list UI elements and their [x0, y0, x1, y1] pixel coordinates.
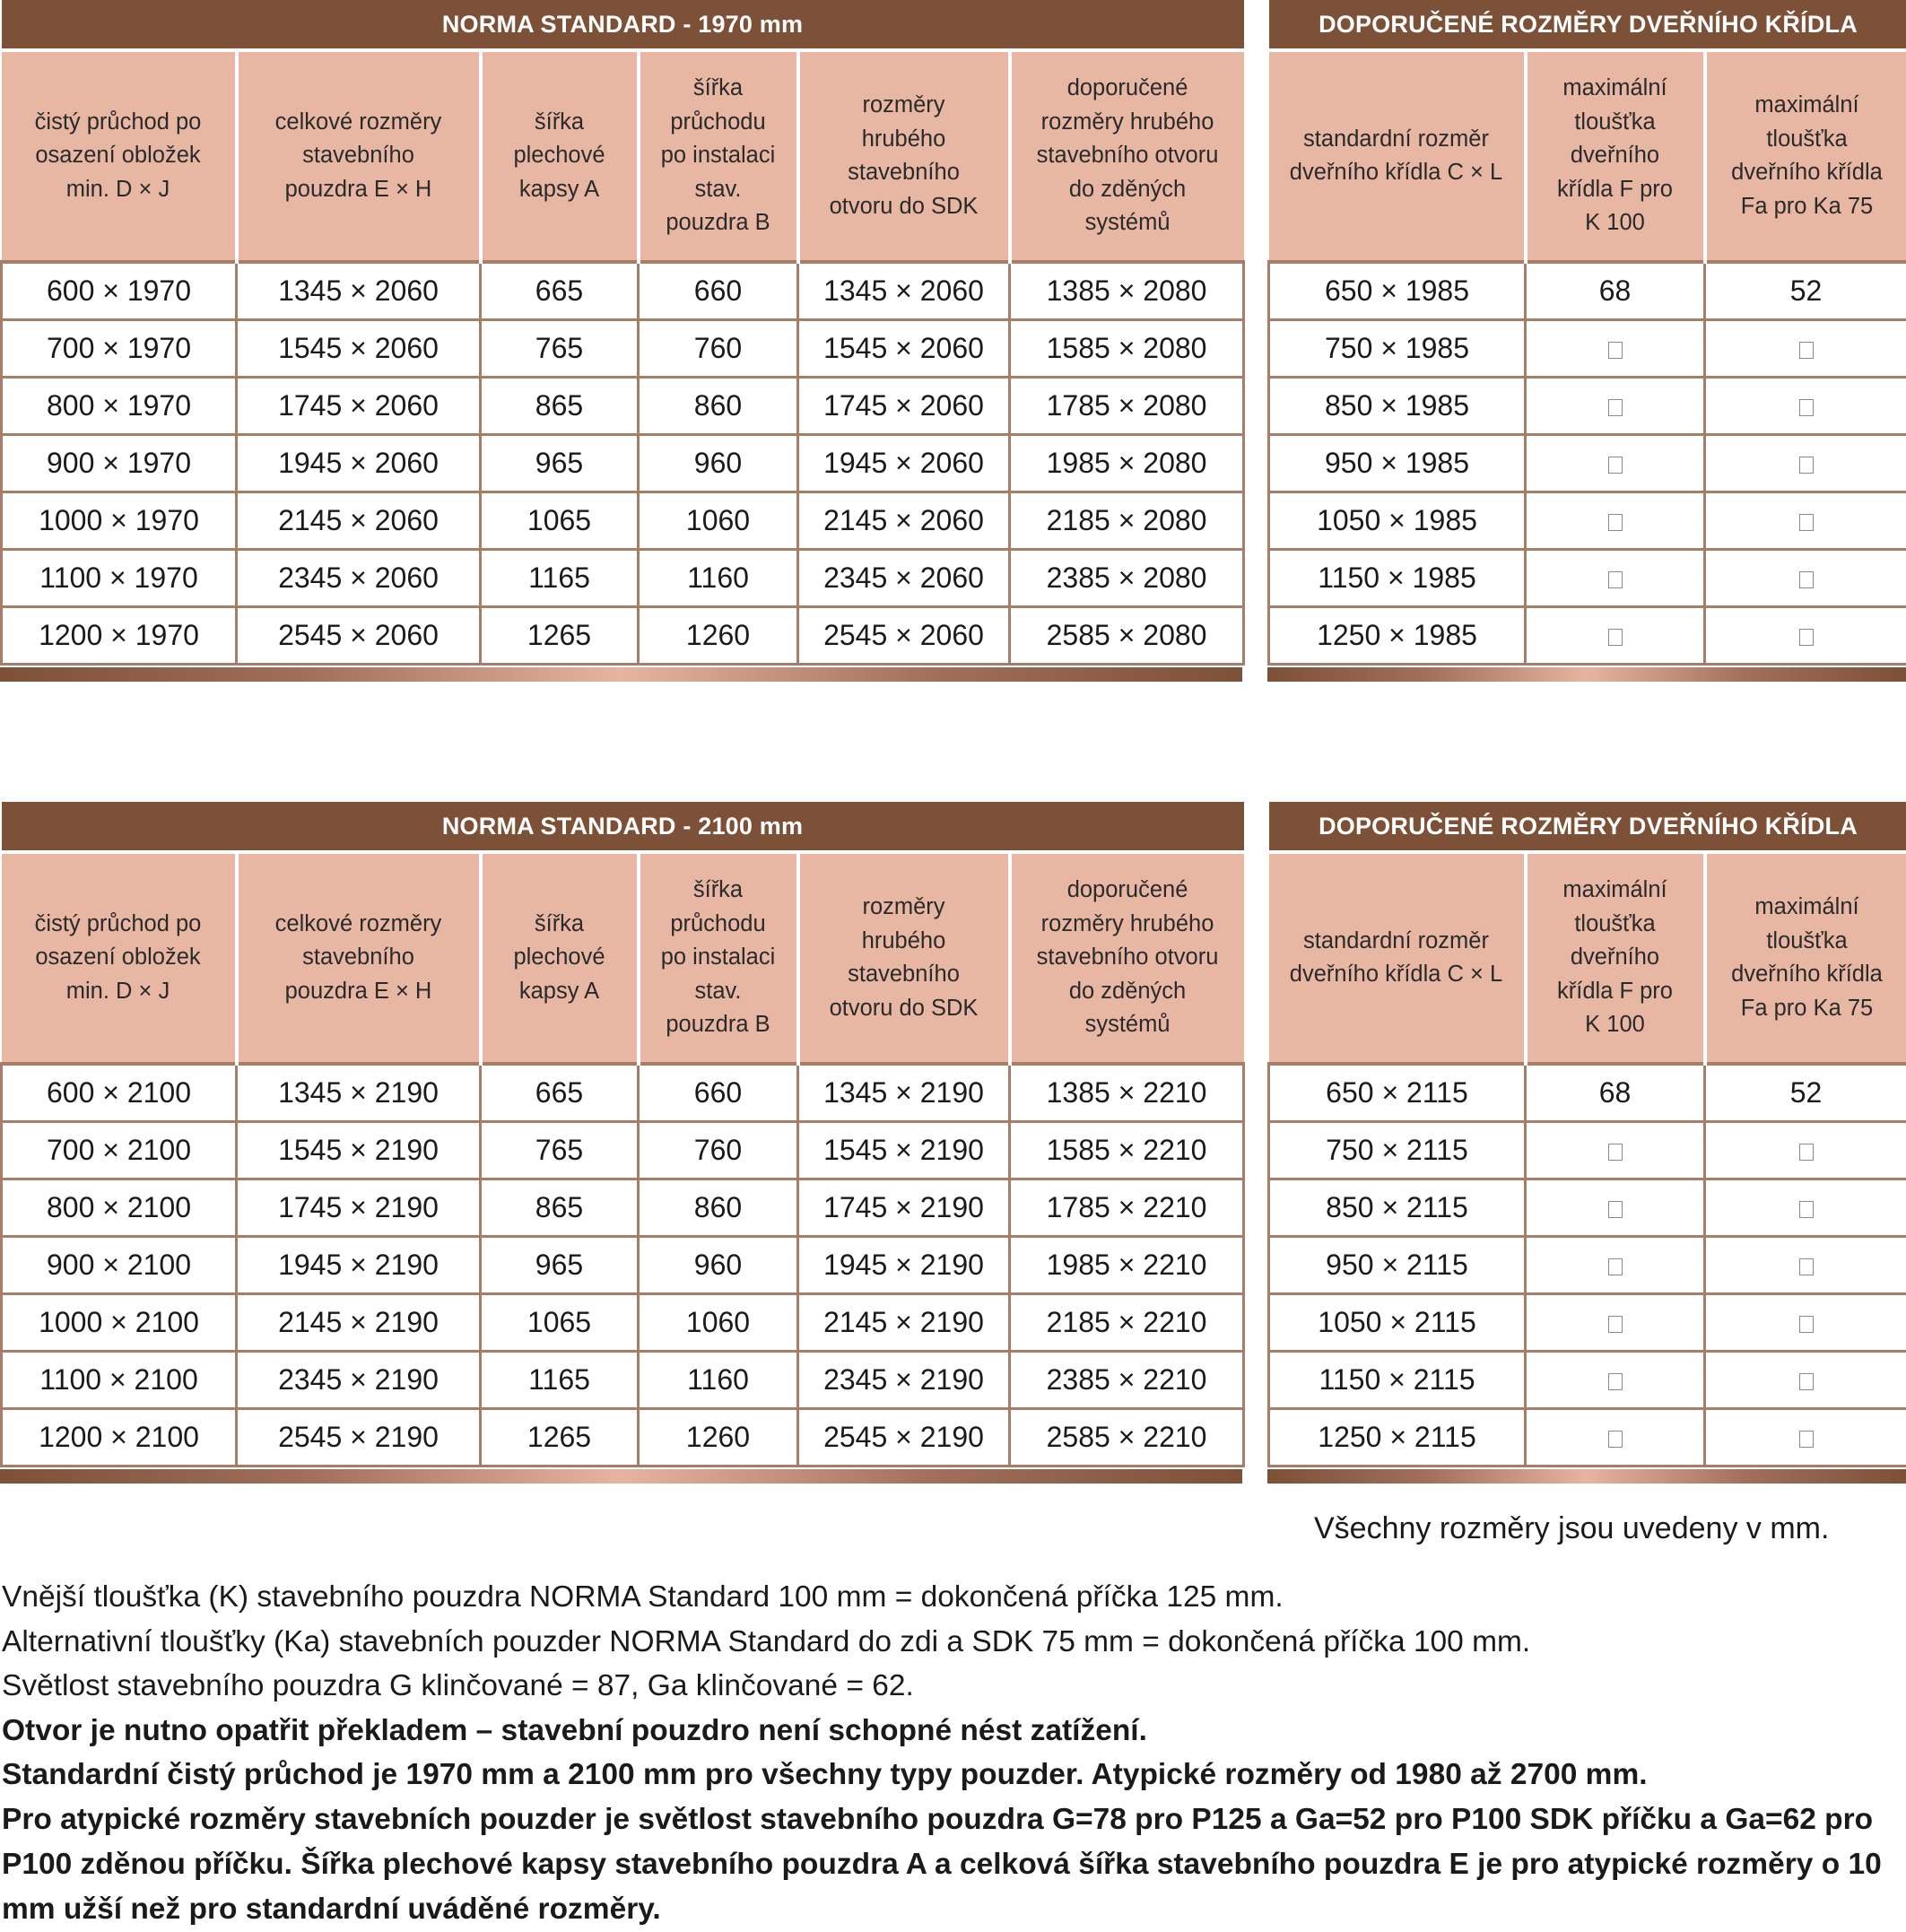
- table-cell: [1705, 492, 1906, 550]
- table-cell: 950 × 1985: [1269, 435, 1526, 492]
- column-header: celkové rozměry stavebního pouzdra E × H: [237, 50, 481, 262]
- table-cell: 800 × 1970: [2, 378, 237, 435]
- column-header: doporučené rozměry hrubého stavebního otvoru do zděných systémů: [1010, 50, 1244, 262]
- table-cell: 1265: [481, 607, 639, 665]
- empty-box-icon: [1799, 1431, 1814, 1448]
- table-cell: 765: [481, 1122, 639, 1179]
- table-title: NORMA STANDARD - 2100 mm: [2, 802, 1244, 852]
- table-cell: 850 × 1985: [1269, 378, 1526, 435]
- column-header: doporučené rozměry hrubého stavebního otvoru do zděných systémů: [1010, 852, 1244, 1064]
- table-cell: 2385 × 2080: [1010, 550, 1244, 607]
- table-cell: 1545 × 2190: [798, 1122, 1010, 1179]
- table-cell: 2145 × 2190: [237, 1294, 481, 1352]
- table-cell: 1785 × 2210: [1010, 1179, 1244, 1237]
- table-cell: 1345 × 2190: [237, 1064, 481, 1122]
- table-row: [1269, 262, 1906, 320]
- table-cell: 1100 × 1970: [2, 550, 237, 607]
- column-header: rozměry hrubého stavebního otvoru do SDK: [798, 852, 1010, 1064]
- table-cell: 52: [1705, 1064, 1906, 1122]
- empty-box-icon: [1799, 1144, 1814, 1161]
- table-cell: 1945 × 2190: [237, 1237, 481, 1294]
- empty-box-icon: [1608, 1201, 1623, 1218]
- table-cell: 2185 × 2210: [1010, 1294, 1244, 1352]
- table-title: DOPORUČENÉ ROZMĚRY DVEŘNÍHO KŘÍDLA: [1269, 0, 1906, 50]
- table-row: [2, 435, 1244, 492]
- norma-1970-table: [0, 0, 1245, 666]
- table-cell: [1705, 1409, 1906, 1466]
- table-cell: [1705, 550, 1906, 607]
- table-cell: [1526, 1352, 1705, 1409]
- table-cell: 2345 × 2190: [798, 1352, 1010, 1409]
- table-row: [1269, 1294, 1906, 1352]
- table-cell: [1705, 378, 1906, 435]
- table-cell: [1526, 492, 1705, 550]
- table-cell: 1585 × 2210: [1010, 1122, 1244, 1179]
- table-cell: 750 × 2115: [1269, 1122, 1526, 1179]
- table-cell: 1345 × 2190: [798, 1064, 1010, 1122]
- table-cell: [1526, 1237, 1705, 1294]
- table-cell: 650 × 2115: [1269, 1064, 1526, 1122]
- table-cell: 2185 × 2080: [1010, 492, 1244, 550]
- table-cell: 1260: [639, 607, 798, 665]
- table-cell: [1526, 378, 1705, 435]
- table-cell: 1165: [481, 1352, 639, 1409]
- table-row: [1269, 1122, 1906, 1179]
- table-cell: 2585 × 2210: [1010, 1409, 1244, 1466]
- table-row: [1269, 607, 1906, 665]
- column-header: standardní rozměr dveřního křídla C × L: [1269, 852, 1526, 1064]
- table-bottom-bar: [1267, 1469, 1906, 1484]
- table-cell: 2545 × 2060: [798, 607, 1010, 665]
- table-cell: 860: [639, 1179, 798, 1237]
- door-leaf-2100-table: [1267, 802, 1906, 1467]
- note-clearance-g: Světlost stavebního pouzdra G klinčované = 87, Ga klinčované = 62.: [2, 1664, 1903, 1709]
- table-cell: 2545 × 2190: [798, 1409, 1010, 1466]
- table-cell: 850 × 2115: [1269, 1179, 1526, 1237]
- table-row: [2, 1294, 1244, 1352]
- table-cell: [1526, 320, 1705, 378]
- table-cell: 1545 × 2060: [237, 320, 481, 378]
- empty-box-icon: [1608, 1316, 1623, 1333]
- table-cell: 1200 × 2100: [2, 1409, 237, 1466]
- table-cell: 865: [481, 378, 639, 435]
- table-cell: 1945 × 2190: [798, 1237, 1010, 1294]
- table-cell: [1526, 607, 1705, 665]
- note-thickness-k: Vnější tloušťka (K) stavebního pouzdra NORMA Standard 100 mm = dokončená příčka 125 mm.: [2, 1575, 1903, 1620]
- table-cell: 1985 × 2210: [1010, 1237, 1244, 1294]
- door-leaf-1970-table: [1267, 0, 1906, 666]
- table-row: [2, 1409, 1244, 1466]
- table-cell: 665: [481, 1064, 639, 1122]
- empty-box-icon: [1608, 399, 1623, 416]
- empty-box-icon: [1608, 571, 1623, 588]
- table-cell: [1526, 1122, 1705, 1179]
- table-cell: 760: [639, 1122, 798, 1179]
- table-cell: [1705, 607, 1906, 665]
- table-cell: [1526, 1294, 1705, 1352]
- table-cell: 865: [481, 1179, 639, 1237]
- empty-box-icon: [1799, 399, 1814, 416]
- table-row: [2, 1237, 1244, 1294]
- table-cell: 1545 × 2060: [798, 320, 1010, 378]
- table-cell: 965: [481, 1237, 639, 1294]
- table-cell: 1345 × 2060: [237, 262, 481, 320]
- table-cell: [1705, 1179, 1906, 1237]
- table-cell: 1985 × 2080: [1010, 435, 1244, 492]
- column-header: maximální tloušťka dveřního křídla F pro K 100: [1526, 852, 1705, 1064]
- note-lintel-warning: Otvor je nutno opatřit překladem – stavební pouzdro není schopné nést zatížení.: [2, 1709, 1903, 1754]
- table-cell: 900 × 2100: [2, 1237, 237, 1294]
- empty-box-icon: [1799, 1373, 1814, 1390]
- table-cell: 2345 × 2190: [237, 1352, 481, 1409]
- table-cell: 660: [639, 1064, 798, 1122]
- note-standard-passage: Standardní čistý průchod je 1970 mm a 2100 mm pro všechny typy pouzder. Atypické rozměry od 1980 až 2700 mm.: [2, 1753, 1903, 1797]
- table-row: [2, 1352, 1244, 1409]
- table-cell: 960: [639, 1237, 798, 1294]
- table-cell: 1100 × 2100: [2, 1352, 237, 1409]
- table-row: [1269, 1237, 1906, 1294]
- column-header: šířka plechové kapsy A: [481, 852, 639, 1064]
- table-cell: 760: [639, 320, 798, 378]
- table-cell: [1526, 1409, 1705, 1466]
- table-row: [1269, 550, 1906, 607]
- table-cell: 68: [1526, 262, 1705, 320]
- table-cell: 1050 × 1985: [1269, 492, 1526, 550]
- table-row: [1269, 378, 1906, 435]
- table-cell: 1150 × 2115: [1269, 1352, 1526, 1409]
- empty-box-icon: [1799, 457, 1814, 474]
- table-cell: 2145 × 2060: [237, 492, 481, 550]
- table-row: [1269, 1409, 1906, 1466]
- table-cell: 1065: [481, 1294, 639, 1352]
- column-header: čistý průchod po osazení obložek min. D × J: [2, 50, 237, 262]
- table-row: [2, 492, 1244, 550]
- table-cell: 700 × 2100: [2, 1122, 237, 1179]
- table-row: [2, 607, 1244, 665]
- table-row: [2, 320, 1244, 378]
- table-bottom-bar: [0, 667, 1242, 682]
- table-cell: 1745 × 2190: [798, 1179, 1010, 1237]
- table-cell: 1060: [639, 1294, 798, 1352]
- table-row: [2, 1122, 1244, 1179]
- column-header: šířka průchodu po instalaci stav. pouzdra B: [639, 50, 798, 262]
- table-row: [1269, 1179, 1906, 1237]
- units-note: Všechny rozměry jsou uvedeny v mm.: [1314, 1511, 1829, 1546]
- table-row: [2, 378, 1244, 435]
- column-header: celkové rozměry stavebního pouzdra E × H: [237, 852, 481, 1064]
- table-cell: 1385 × 2080: [1010, 262, 1244, 320]
- empty-box-icon: [1799, 514, 1814, 531]
- column-header: standardní rozměr dveřního křídla C × L: [1269, 50, 1526, 262]
- table-bottom-bar: [1267, 667, 1906, 682]
- column-header: maximální tloušťka dveřního křídla Fa pro Ka 75: [1705, 852, 1906, 1064]
- table-cell: 950 × 2115: [1269, 1237, 1526, 1294]
- table-cell: 1945 × 2060: [798, 435, 1010, 492]
- table-cell: 1745 × 2190: [237, 1179, 481, 1237]
- table-cell: 600 × 2100: [2, 1064, 237, 1122]
- table-cell: [1526, 435, 1705, 492]
- table-cell: 2385 × 2210: [1010, 1352, 1244, 1409]
- column-header: maximální tloušťka dveřního křídla F pro K 100: [1526, 50, 1705, 262]
- empty-box-icon: [1608, 1144, 1623, 1161]
- table-cell: 2585 × 2080: [1010, 607, 1244, 665]
- empty-box-icon: [1608, 1431, 1623, 1448]
- table-title: DOPORUČENÉ ROZMĚRY DVEŘNÍHO KŘÍDLA: [1269, 802, 1906, 852]
- empty-box-icon: [1799, 1258, 1814, 1275]
- empty-box-icon: [1608, 629, 1623, 646]
- table-cell: [1526, 1179, 1705, 1237]
- table-cell: 2145 × 2060: [798, 492, 1010, 550]
- empty-box-icon: [1608, 457, 1623, 474]
- column-header: rozměry hrubého stavebního otvoru do SDK: [798, 50, 1010, 262]
- table-cell: 800 × 2100: [2, 1179, 237, 1237]
- table-cell: 52: [1705, 262, 1906, 320]
- table-cell: 900 × 1970: [2, 435, 237, 492]
- empty-box-icon: [1608, 342, 1623, 359]
- table-cell: 860: [639, 378, 798, 435]
- table-cell: [1705, 1122, 1906, 1179]
- column-header: čistý průchod po osazení obložek min. D × J: [2, 852, 237, 1064]
- table-cell: 1785 × 2080: [1010, 378, 1244, 435]
- table-cell: [1705, 320, 1906, 378]
- table-cell: 1945 × 2060: [237, 435, 481, 492]
- norma-2100-table: [0, 802, 1245, 1467]
- table-row: [1269, 1352, 1906, 1409]
- table-cell: 1060: [639, 492, 798, 550]
- table-cell: 1260: [639, 1409, 798, 1466]
- note-atypical-dimensions: Pro atypické rozměry stavebních pouzder je světlost stavebního pouzdra G=78 pro P125 a Ga=52 pro P100 SDK příčku a Ga=62 pro P100 zděnou příčku. Šířka plechové kapsy stavebního pouzdra A a celková šířka stavebního pouzdra E je pro atypické rozměry o 10 mm užší než pro standardní uváděné rozměry.: [2, 1797, 1903, 1932]
- table-cell: [1705, 435, 1906, 492]
- table-cell: 750 × 1985: [1269, 320, 1526, 378]
- empty-box-icon: [1799, 342, 1814, 359]
- table-cell: 700 × 1970: [2, 320, 237, 378]
- table-cell: 1065: [481, 492, 639, 550]
- column-header: šířka průchodu po instalaci stav. pouzdra B: [639, 852, 798, 1064]
- table-cell: [1526, 550, 1705, 607]
- table-cell: 650 × 1985: [1269, 262, 1526, 320]
- table-cell: 1150 × 1985: [1269, 550, 1526, 607]
- table-cell: 2545 × 2190: [237, 1409, 481, 1466]
- table-cell: 1050 × 2115: [1269, 1294, 1526, 1352]
- table-cell: 1250 × 1985: [1269, 607, 1526, 665]
- empty-box-icon: [1608, 1373, 1623, 1390]
- table-cell: 960: [639, 435, 798, 492]
- table-cell: 665: [481, 262, 639, 320]
- table-cell: 1745 × 2060: [798, 378, 1010, 435]
- table-cell: 1345 × 2060: [798, 262, 1010, 320]
- table-row: [2, 1064, 1244, 1122]
- table-cell: 1585 × 2080: [1010, 320, 1244, 378]
- empty-box-icon: [1799, 1201, 1814, 1218]
- table-cell: 1545 × 2190: [237, 1122, 481, 1179]
- table-cell: 1745 × 2060: [237, 378, 481, 435]
- table-cell: 2545 × 2060: [237, 607, 481, 665]
- table-row: [1269, 435, 1906, 492]
- table-cell: [1705, 1294, 1906, 1352]
- table-bottom-bar: [0, 1469, 1242, 1484]
- column-header: šířka plechové kapsy A: [481, 50, 639, 262]
- table-cell: 1385 × 2210: [1010, 1064, 1244, 1122]
- table-cell: 1000 × 1970: [2, 492, 237, 550]
- table-cell: 68: [1526, 1064, 1705, 1122]
- empty-box-icon: [1799, 629, 1814, 646]
- column-header: maximální tloušťka dveřního křídla Fa pro Ka 75: [1705, 50, 1906, 262]
- empty-box-icon: [1608, 514, 1623, 531]
- table-row: [2, 1179, 1244, 1237]
- table-row: [1269, 492, 1906, 550]
- table-cell: 1160: [639, 550, 798, 607]
- table-cell: 2345 × 2060: [798, 550, 1010, 607]
- table-cell: 1160: [639, 1352, 798, 1409]
- empty-box-icon: [1799, 571, 1814, 588]
- empty-box-icon: [1608, 1258, 1623, 1275]
- table-cell: 1265: [481, 1409, 639, 1466]
- table-cell: 2145 × 2190: [798, 1294, 1010, 1352]
- table-cell: 1200 × 1970: [2, 607, 237, 665]
- table-cell: 600 × 1970: [2, 262, 237, 320]
- notes-block: [2, 1575, 1903, 1932]
- table-row: [2, 262, 1244, 320]
- table-cell: [1705, 1237, 1906, 1294]
- note-thickness-ka: Alternativní tloušťky (Ka) stavebních pouzder NORMA Standard do zdi a SDK 75 mm = dokončená příčka 100 mm.: [2, 1620, 1903, 1665]
- table-cell: 765: [481, 320, 639, 378]
- table-cell: 2345 × 2060: [237, 550, 481, 607]
- table-cell: [1705, 1352, 1906, 1409]
- table-row: [1269, 320, 1906, 378]
- table-cell: 1000 × 2100: [2, 1294, 237, 1352]
- table-row: [2, 550, 1244, 607]
- table-cell: 1165: [481, 550, 639, 607]
- table-cell: 660: [639, 262, 798, 320]
- table-title: NORMA STANDARD - 1970 mm: [2, 0, 1244, 50]
- table-cell: 1250 × 2115: [1269, 1409, 1526, 1466]
- table-cell: 965: [481, 435, 639, 492]
- table-row: [1269, 1064, 1906, 1122]
- empty-box-icon: [1799, 1316, 1814, 1333]
